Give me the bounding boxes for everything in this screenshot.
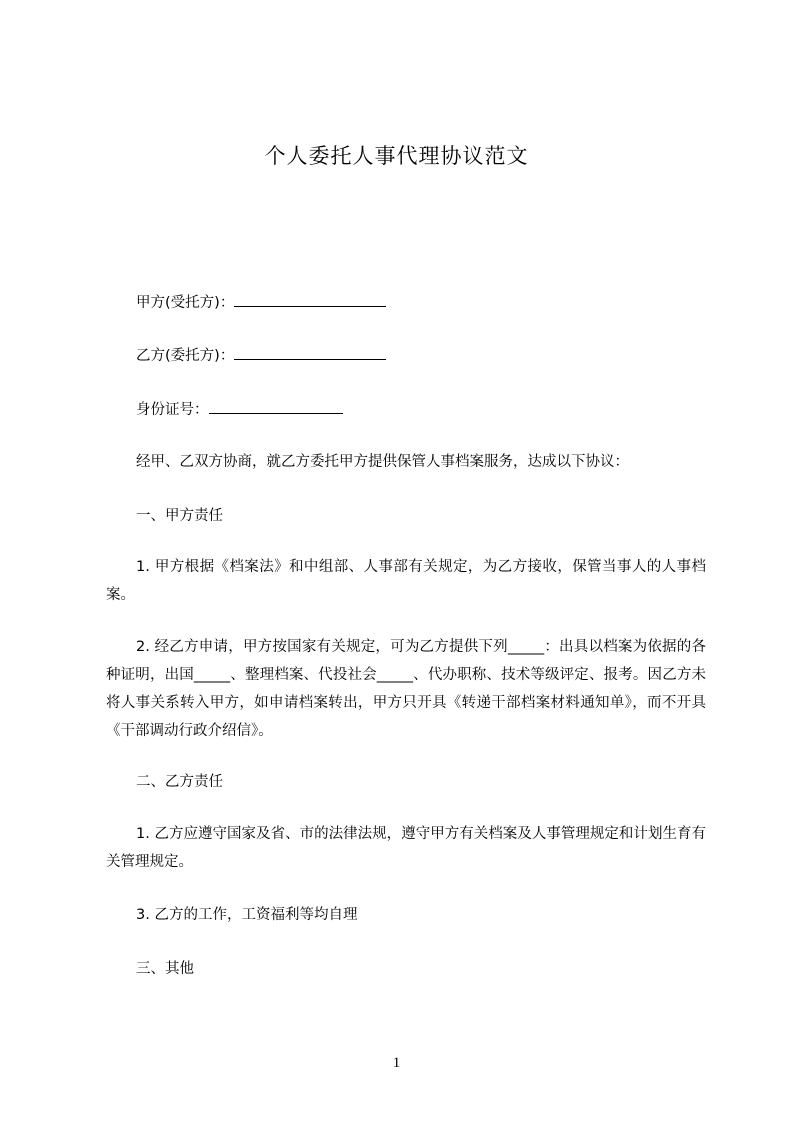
party-b-label: 乙方(委托方)： <box>136 348 235 364</box>
section2-item3: 3. 乙方的工作，工资福利等均自理 <box>136 907 358 923</box>
party-a-line <box>136 292 386 312</box>
page-number: 1 <box>392 1055 401 1071</box>
section1-item2-text: 2. 经乙方申请，甲方按国家有关规定，可为乙方提供下列_____：出具以档案为依据的各种证明，出国_____、整理档案、代投社会_____、代办职称、技术等级评定、报考。因乙方未将人事关系转入甲方，如申请档案转出，甲方只开具《转递干部档案材料通知单》，而不开具《干部调动行政介绍信》。 <box>106 639 706 739</box>
section3-heading: 三、其他 <box>136 961 194 977</box>
party-a-label: 甲方(受托方)： <box>136 295 235 311</box>
id-number-line <box>136 399 343 419</box>
section2-item1-text: 1. 乙方应遵守国家及省、市的法律法规，遵守甲方有关档案及人事管理规定和计划生育有关管理规定。 <box>106 826 706 870</box>
section1-item1-text: 1. 甲方根据《档案法》和中组部、人事部有关规定，为乙方接收，保管当事人的人事档案。 <box>106 559 706 603</box>
id-number-label: 身份证号： <box>136 402 209 418</box>
section2-item1 <box>106 820 706 876</box>
party-a-blank <box>234 292 386 307</box>
intro-paragraph: 经甲、乙双方协商，就乙方委托甲方提供保管人事档案服务，达成以下协议： <box>136 454 629 470</box>
id-number-blank <box>209 399 343 414</box>
section1-item1 <box>106 553 706 609</box>
document-title: 个人委托人事代理协议范文 <box>264 144 529 168</box>
section1-item2 <box>106 633 706 745</box>
section1-heading: 一、甲方责任 <box>136 508 223 524</box>
party-b-blank <box>234 345 386 360</box>
section2-heading: 二、乙方责任 <box>136 774 223 790</box>
party-b-line <box>136 345 386 365</box>
